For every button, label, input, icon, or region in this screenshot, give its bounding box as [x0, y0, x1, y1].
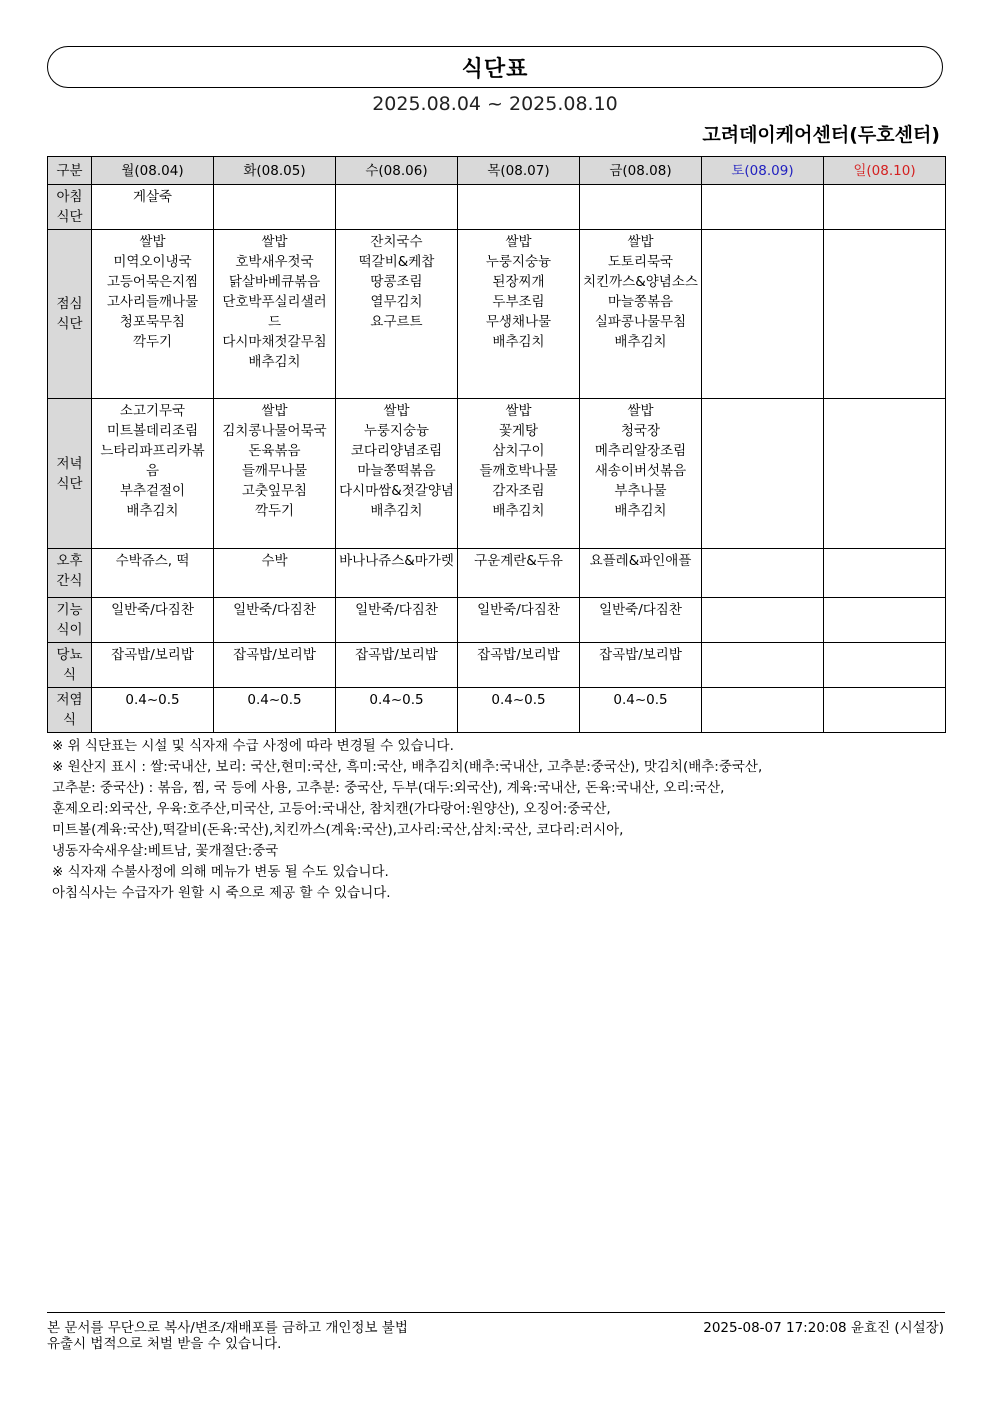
- disclaimer-line: 유출시 법적으로 처벌 받을 수 있습니다.: [47, 1336, 282, 1352]
- row-label-line: 아침: [56, 189, 83, 205]
- menu-item: 요구르트: [370, 314, 423, 330]
- row-label-line: 기능: [56, 602, 83, 618]
- day-header-wed: 수(08.06): [336, 157, 458, 185]
- menu-item: 일반죽/다짐찬: [111, 602, 194, 618]
- menu-cell: [702, 549, 824, 598]
- menu-item: 0.4~0.5: [491, 692, 546, 708]
- menu-cell: [92, 598, 214, 643]
- menu-cell: [214, 598, 336, 643]
- menu-cell: [458, 643, 580, 688]
- menu-cell: [214, 185, 336, 230]
- menu-cell: [580, 598, 702, 643]
- menu-item: 일반죽/다짐찬: [233, 602, 316, 618]
- note-line: ※ 원산지 표시 : 쌀:국내산, 보리: 국산,현미:국산, 흑미:국산, 배추김치(배추:국내산, 고추분:중국산), 맛김치(배추:중국산,: [52, 759, 763, 775]
- row-label-line: 당뇨: [56, 647, 83, 663]
- header-row: [48, 157, 946, 185]
- menu-cell: [580, 688, 702, 733]
- menu-cell: [580, 230, 702, 399]
- menu-item: 쌀밥: [505, 403, 532, 419]
- menu-item: 깍두기: [254, 503, 295, 519]
- menu-cell: [336, 399, 458, 549]
- menu-item: 고춧잎무침: [241, 483, 308, 499]
- menu-item: 잡곡밥/보리밥: [355, 647, 438, 663]
- menu-item: 0.4~0.5: [613, 692, 668, 708]
- row-label-line: 식: [62, 667, 77, 683]
- menu-item: 무생채나물: [485, 314, 552, 330]
- menu-item: 일반죽/다짐찬: [355, 602, 438, 618]
- menu-cell: [824, 185, 946, 230]
- menu-item: 0.4~0.5: [369, 692, 424, 708]
- row-label-dinner: [48, 399, 92, 549]
- menu-cell: [214, 688, 336, 733]
- menu-item: 쌀밥: [261, 234, 288, 250]
- disclaimer-line: 본 문서를 무단으로 복사/변조/재배포를 금하고 개인정보 불법: [47, 1320, 408, 1336]
- menu-cell: [214, 230, 336, 399]
- menu-item: 돈육볶음: [248, 443, 301, 459]
- menu-item: 닭살바베큐볶음: [228, 274, 321, 290]
- row-label-line: 식단: [56, 316, 83, 332]
- menu-item: 미트볼데리조림: [106, 423, 199, 439]
- menu-item: 김치콩나물어묵국: [222, 423, 327, 439]
- menu-cell: [92, 688, 214, 733]
- meal-row-salt: [48, 688, 946, 733]
- menu-item: 다시마쌈&젓갈양념: [339, 483, 454, 499]
- menu-cell: [458, 185, 580, 230]
- day-header-sat: 토(08.09): [702, 157, 824, 185]
- date-range: 2025.08.04 ~ 2025.08.10: [372, 93, 618, 115]
- menu-cell: [702, 598, 824, 643]
- menu-item: 감자조림: [492, 483, 545, 499]
- menu-item: 단호박푸실리샐러드: [222, 294, 327, 330]
- day-header-fri: 금(08.08): [580, 157, 702, 185]
- menu-item: 배추김치: [126, 503, 179, 519]
- menu-item: 0.4~0.5: [247, 692, 302, 708]
- note-line: 냉동자숙새우살:베트남, 꽃개절단:중국: [52, 843, 279, 859]
- row-label-func: [48, 598, 92, 643]
- menu-item: 된장찌개: [492, 274, 545, 290]
- menu-cell: [824, 549, 946, 598]
- menu-cell: [702, 688, 824, 733]
- corner-header: 구분: [48, 157, 92, 185]
- menu-cell: [336, 643, 458, 688]
- day-header-thu: 목(08.07): [458, 157, 580, 185]
- day-header-sun: 일(08.10): [824, 157, 946, 185]
- menu-cell: [92, 399, 214, 549]
- page-title: 식단표: [461, 56, 529, 82]
- menu-item: 청국장: [620, 423, 661, 439]
- menu-item: 소고기무국: [119, 403, 186, 419]
- menu-item: 잔치국수: [370, 234, 423, 250]
- menu-item: 깍두기: [132, 334, 173, 350]
- menu-item: 수박쥬스, 떡: [115, 553, 190, 569]
- menu-item: 잡곡밥/보리밥: [599, 647, 682, 663]
- menu-cell: [92, 643, 214, 688]
- menu-cell: [702, 230, 824, 399]
- footer-printed-info: 2025-08-07 17:20:08 윤효진 (시설장): [703, 1320, 944, 1336]
- center-name: 고려데이케어센터(두호센터): [702, 124, 940, 146]
- menu-item: 고사리들깨나물: [106, 294, 199, 310]
- menu-cell: [580, 185, 702, 230]
- menu-item: 잡곡밥/보리밥: [111, 647, 194, 663]
- row-label-line: 식단: [56, 209, 83, 225]
- menu-item: 수박: [261, 553, 288, 569]
- menu-cell: [214, 549, 336, 598]
- menu-item: 새송이버섯볶음: [594, 463, 687, 479]
- meal-row-snack: [48, 549, 946, 598]
- menu-item: 떡갈비&케찹: [358, 254, 435, 270]
- menu-item: 부추겉절이: [119, 483, 186, 499]
- menu-item: 구운계란&두유: [474, 553, 563, 569]
- menu-cell: [702, 643, 824, 688]
- menu-item: 청포묵무침: [119, 314, 186, 330]
- menu-table: [47, 156, 946, 733]
- menu-item: 들깨무나물: [241, 463, 308, 479]
- menu-cell: [92, 230, 214, 399]
- menu-cell: [458, 230, 580, 399]
- menu-item: 꽃게탕: [498, 423, 539, 439]
- row-label-line: 식이: [56, 622, 83, 638]
- menu-body: [48, 185, 946, 733]
- row-label-line: 식: [62, 712, 77, 728]
- menu-item: 부추나물: [614, 483, 667, 499]
- row-label-line: 저염: [56, 692, 83, 708]
- menu-cell: [824, 643, 946, 688]
- row-label-line: 오후: [56, 553, 83, 569]
- menu-item: 게살죽: [132, 189, 173, 205]
- menu-item: 배추김치: [370, 503, 423, 519]
- menu-item: 마늘쫑볶음: [607, 294, 674, 310]
- menu-cell: [702, 399, 824, 549]
- menu-item: 배추김치: [492, 334, 545, 350]
- footer-disclaimer: [47, 1320, 408, 1352]
- menu-item: 삼치구이: [492, 443, 545, 459]
- menu-cell: [824, 688, 946, 733]
- row-label-line: 간식: [56, 573, 83, 589]
- menu-cell: [92, 185, 214, 230]
- row-label-salt: [48, 688, 92, 733]
- menu-cell: [214, 399, 336, 549]
- menu-cell: [702, 185, 824, 230]
- day-header-tue: 화(08.05): [214, 157, 336, 185]
- menu-item: 일반죽/다짐찬: [599, 602, 682, 618]
- menu-item: 들깨호박나물: [479, 463, 558, 479]
- meal-row-dinner: [48, 399, 946, 549]
- menu-item: 땅콩조림: [370, 274, 423, 290]
- menu-item: 호박새우젓국: [235, 254, 314, 270]
- menu-cell: [580, 549, 702, 598]
- row-label-line: 식단: [56, 475, 83, 492]
- menu-item: 잡곡밥/보리밥: [477, 647, 560, 663]
- meal-row-diab: [48, 643, 946, 688]
- row-label-breakfast: [48, 185, 92, 230]
- menu-item: 잡곡밥/보리밥: [233, 647, 316, 663]
- menu-item: 0.4~0.5: [125, 692, 180, 708]
- menu-item: 다시마채젓갈무침: [222, 334, 327, 350]
- note-line: 고추분: 중국산) : 볶음, 찜, 국 등에 사용, 고추분: 중국산, 두부(대두:외국산), 계육:국내산, 돈육:국내산, 오리:국산,: [52, 780, 725, 796]
- menu-item: 코다리양념조림: [350, 443, 443, 459]
- menu-cell: [824, 399, 946, 549]
- row-label-diab: [48, 643, 92, 688]
- menu-item: 쌀밥: [261, 403, 288, 419]
- note-line: 미트볼(계육:국산),떡갈비(돈육:국산),치킨까스(계육:국산),고사리:국산,삼치:국산, 코다리:러시아,: [52, 822, 624, 838]
- menu-item: 쌀밥: [627, 403, 654, 419]
- menu-item: 배추김치: [614, 334, 667, 350]
- menu-item: 두부조림: [492, 294, 545, 310]
- menu-item: 메추리알장조림: [594, 443, 687, 459]
- meal-row-lunch: [48, 230, 946, 399]
- menu-item: 미역오이냉국: [113, 254, 192, 270]
- menu-item: 실파콩나물무침: [594, 314, 687, 330]
- menu-item: 요플레&파인애플: [589, 553, 692, 569]
- menu-item: 고등어묵은지찜: [106, 274, 199, 290]
- menu-cell: [336, 549, 458, 598]
- menu-cell: [458, 598, 580, 643]
- note-line: ※ 위 식단표는 시설 및 식자재 수급 사정에 따라 변경될 수 있습니다.: [52, 738, 454, 754]
- menu-item: 쌀밥: [383, 403, 410, 419]
- row-label-lunch: [48, 230, 92, 399]
- row-label-line: 저녁: [56, 455, 83, 472]
- menu-cell: [580, 643, 702, 688]
- menu-cell: [92, 549, 214, 598]
- menu-cell: [580, 399, 702, 549]
- notes-section: [52, 736, 947, 904]
- menu-item: 마늘쫑떡볶음: [357, 463, 436, 479]
- meal-row-func: [48, 598, 946, 643]
- menu-item: 바나나쥬스&마가렛: [339, 553, 454, 569]
- menu-cell: [458, 399, 580, 549]
- menu-cell: [824, 598, 946, 643]
- menu-item: 누룽지숭늉: [485, 254, 552, 270]
- menu-item: 배추김치: [614, 503, 667, 519]
- page-title-box: [47, 46, 943, 88]
- menu-item: 배추김치: [248, 354, 301, 370]
- note-line: 훈제오리:외국산, 우육:호주산,미국산, 고등어:국내산, 참치캔(가다랑어:원양산), 오징어:중국산,: [52, 801, 611, 817]
- menu-item: 열무김치: [370, 294, 423, 310]
- menu-item: 쌀밥: [139, 234, 166, 250]
- menu-cell: [214, 643, 336, 688]
- menu-cell: [458, 688, 580, 733]
- day-header-mon: 월(08.04): [92, 157, 214, 185]
- menu-cell: [458, 549, 580, 598]
- meal-row-breakfast: [48, 185, 946, 230]
- menu-cell: [336, 688, 458, 733]
- menu-cell: [336, 185, 458, 230]
- note-line: 아침식사는 수급자가 원할 시 죽으로 제공 할 수 있습니다.: [52, 885, 391, 901]
- menu-item: 쌀밥: [505, 234, 532, 250]
- menu-cell: [336, 598, 458, 643]
- menu-item: 일반죽/다짐찬: [477, 602, 560, 618]
- footer-divider: [47, 1312, 945, 1313]
- note-line: ※ 식자재 수불사정에 의해 메뉴가 변동 될 수도 있습니다.: [52, 864, 389, 880]
- row-label-snack: [48, 549, 92, 598]
- menu-cell: [336, 230, 458, 399]
- menu-item: 누룽지숭늉: [363, 423, 430, 439]
- row-label-line: 점심: [56, 296, 83, 312]
- menu-item: 배추김치: [492, 503, 545, 519]
- menu-item: 치킨까스&양념소스: [583, 274, 698, 290]
- menu-item: 도토리묵국: [607, 254, 674, 270]
- menu-item: 쌀밥: [627, 234, 654, 250]
- menu-cell: [824, 230, 946, 399]
- menu-item: 느타리파프리카볶음: [100, 443, 205, 479]
